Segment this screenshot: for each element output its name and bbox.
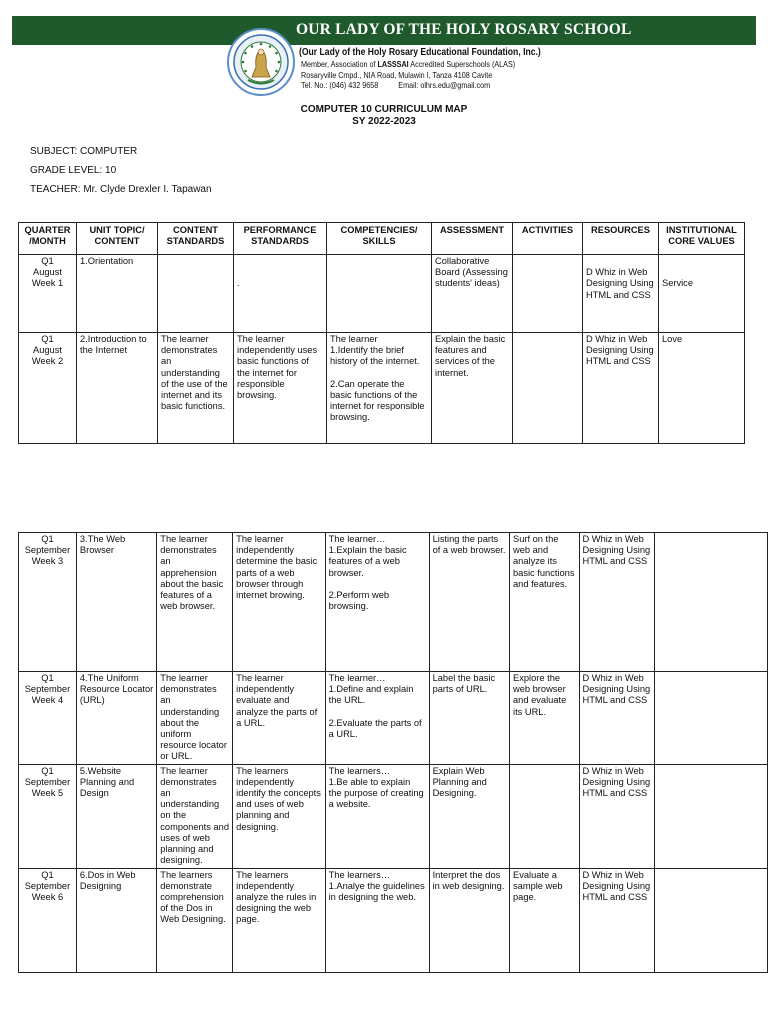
competencies-cell: The learners… 1.Analye the guidelines in designing the web. bbox=[325, 868, 429, 972]
performance-standard-cell: The learner independently determine the basic parts of a web browser through internet browing. bbox=[233, 533, 325, 672]
quarter-cell: Q1 September Week 6 bbox=[19, 868, 77, 972]
membership-line: Member, Association of LASSSAI Accredited Superschools (ALAS) bbox=[301, 59, 516, 69]
content-standard-cell: The learner demonstrates an understanding of the use of the internet and its basic functions. bbox=[158, 333, 234, 444]
school-seal-logo bbox=[226, 27, 296, 97]
quarter-cell: Q1 September Week 4 bbox=[19, 672, 77, 765]
quarter-cell: Q1 August Week 1 bbox=[19, 255, 77, 333]
core-values-cell: Love bbox=[659, 333, 745, 444]
activities-cell: Explore the web browser and evaluate its URL. bbox=[510, 672, 580, 765]
table-row bbox=[19, 255, 745, 333]
activities-cell: Surf on the web and analyze its basic functions and features. bbox=[510, 533, 580, 672]
assessment-cell: Explain Web Planning and Designing. bbox=[429, 764, 509, 868]
topic-cell: 1.Orientation bbox=[77, 255, 158, 333]
topic-cell: 4.The Uniform Resource Locator (URL) bbox=[76, 672, 156, 765]
table-row bbox=[19, 764, 768, 868]
performance-standard-cell: The learner independently evaluate and analyze the parts of a URL. bbox=[233, 672, 325, 765]
content-standard-cell: The learner demonstrates an understanding about the uniform resource locator or URL. bbox=[157, 672, 233, 765]
col-header: INSTITUTIONAL CORE VALUES bbox=[659, 223, 745, 255]
table-row bbox=[19, 333, 745, 444]
activities-cell bbox=[513, 255, 583, 333]
contact-line: Tel. No.: (046) 432 9658 Email: olhrs.edu@gmail.com bbox=[301, 80, 491, 90]
col-header: RESOURCES bbox=[583, 223, 659, 255]
performance-standard-cell: The learners independently analyze the rules in designing the web page. bbox=[233, 868, 325, 972]
performance-standard-cell: The learners independently identify the concepts and uses of web planning and designing. bbox=[233, 764, 325, 868]
topic-cell: 6.Dos in Web Designing bbox=[76, 868, 156, 972]
table-row bbox=[19, 868, 768, 972]
topic-cell: 5.Website Planning and Design bbox=[76, 764, 156, 868]
subject-line: SUBJECT: COMPUTER bbox=[30, 146, 138, 157]
core-values-cell bbox=[654, 764, 767, 868]
competencies-cell: The learners… 1.Be able to explain the purpose of creating a website. bbox=[325, 764, 429, 868]
content-standard-cell bbox=[158, 255, 234, 333]
school-year: SY 2022-2023 bbox=[352, 116, 416, 127]
school-name: OUR LADY OF THE HOLY ROSARY SCHOOL bbox=[296, 21, 632, 38]
assessment-cell: Listing the parts of a web browser. bbox=[429, 533, 509, 672]
curriculum-table-page-1 bbox=[18, 222, 745, 444]
core-values-cell: Service bbox=[659, 255, 745, 333]
foundation-name: (Our Lady of the Holy Rosary Educational Foundation, Inc.) bbox=[299, 47, 541, 58]
address-line: Rosaryville Cmpd., NIA Road, Mulawin I, Tanza 4108 Cavite bbox=[301, 70, 493, 80]
resources-cell: D Whiz in Web Designing Using HTML and CSS bbox=[583, 255, 659, 333]
content-standard-cell: The learner demonstrates an apprehension about the basic features of a web browser. bbox=[157, 533, 233, 672]
assessment-cell: Interpret the dos in web designing. bbox=[429, 868, 509, 972]
topic-cell: 2.Introduction to the Internet bbox=[77, 333, 158, 444]
content-standard-cell: The learners demonstrate comprehension of the Dos in Web Designing. bbox=[157, 868, 233, 972]
activities-cell bbox=[513, 333, 583, 444]
competencies-cell: The learner 1.Identify the brief history of the internet. 2.Can operate the basic functions of the internet for responsible browsing. bbox=[327, 333, 432, 444]
col-header: CONTENT STANDARDS bbox=[158, 223, 234, 255]
col-header: ACTIVITIES bbox=[513, 223, 583, 255]
competencies-cell bbox=[327, 255, 432, 333]
resources-cell: D Whiz in Web Designing Using HTML and CSS bbox=[579, 672, 654, 765]
col-header: COMPETENCIES/ SKILLS bbox=[327, 223, 432, 255]
col-header: ASSESSMENT bbox=[432, 223, 513, 255]
table-row bbox=[19, 533, 768, 672]
assessment-cell: Collaborative Board (Assessing students' ideas) bbox=[432, 255, 513, 333]
competencies-cell: The learner… 1.Explain the basic features of a web browser. 2.Perform web browsing. bbox=[325, 533, 429, 672]
document-title: COMPUTER 10 CURRICULUM MAP bbox=[300, 104, 468, 115]
table-row bbox=[19, 672, 768, 765]
quarter-cell: Q1 September Week 3 bbox=[19, 533, 77, 672]
teacher-line: TEACHER: Mr. Clyde Drexler I. Tapawan bbox=[30, 184, 212, 195]
activities-cell bbox=[510, 764, 580, 868]
resources-cell: D Whiz in Web Designing Using HTML and CSS bbox=[583, 333, 659, 444]
col-header: QUARTER /MONTH bbox=[19, 223, 77, 255]
core-values-cell bbox=[654, 533, 767, 672]
assessment-cell: Label the basic parts of URL. bbox=[429, 672, 509, 765]
topic-cell: 3.The Web Browser bbox=[76, 533, 156, 672]
grade-level-line: GRADE LEVEL: 10 bbox=[30, 165, 117, 176]
assessment-cell: Explain the basic features and services of the internet. bbox=[432, 333, 513, 444]
performance-standard-cell: . bbox=[234, 255, 327, 333]
col-header: PERFORMANCE STANDARDS bbox=[234, 223, 327, 255]
col-header: UNIT TOPIC/ CONTENT bbox=[77, 223, 158, 255]
performance-standard-cell: The learner independently uses basic functions of the internet for responsible browsing. bbox=[234, 333, 327, 444]
resources-cell: D Whiz in Web Designing Using HTML and CSS bbox=[579, 764, 654, 868]
quarter-cell: Q1 August Week 2 bbox=[19, 333, 77, 444]
quarter-cell: Q1 September Week 5 bbox=[19, 764, 77, 868]
content-standard-cell: The learner demonstrates an understanding on the components and uses of web planning and designing. bbox=[157, 764, 233, 868]
activities-cell: Evaluate a sample web page. bbox=[510, 868, 580, 972]
competencies-cell: The learner… 1.Define and explain the URL. 2.Evaluate the parts of a URL. bbox=[325, 672, 429, 765]
table-header-row bbox=[19, 223, 745, 255]
curriculum-table-page-2 bbox=[18, 532, 768, 973]
resources-cell: D Whiz in Web Designing Using HTML and CSS bbox=[579, 868, 654, 972]
core-values-cell bbox=[654, 672, 767, 765]
resources-cell: D Whiz in Web Designing Using HTML and CSS bbox=[579, 533, 654, 672]
core-values-cell bbox=[654, 868, 767, 972]
